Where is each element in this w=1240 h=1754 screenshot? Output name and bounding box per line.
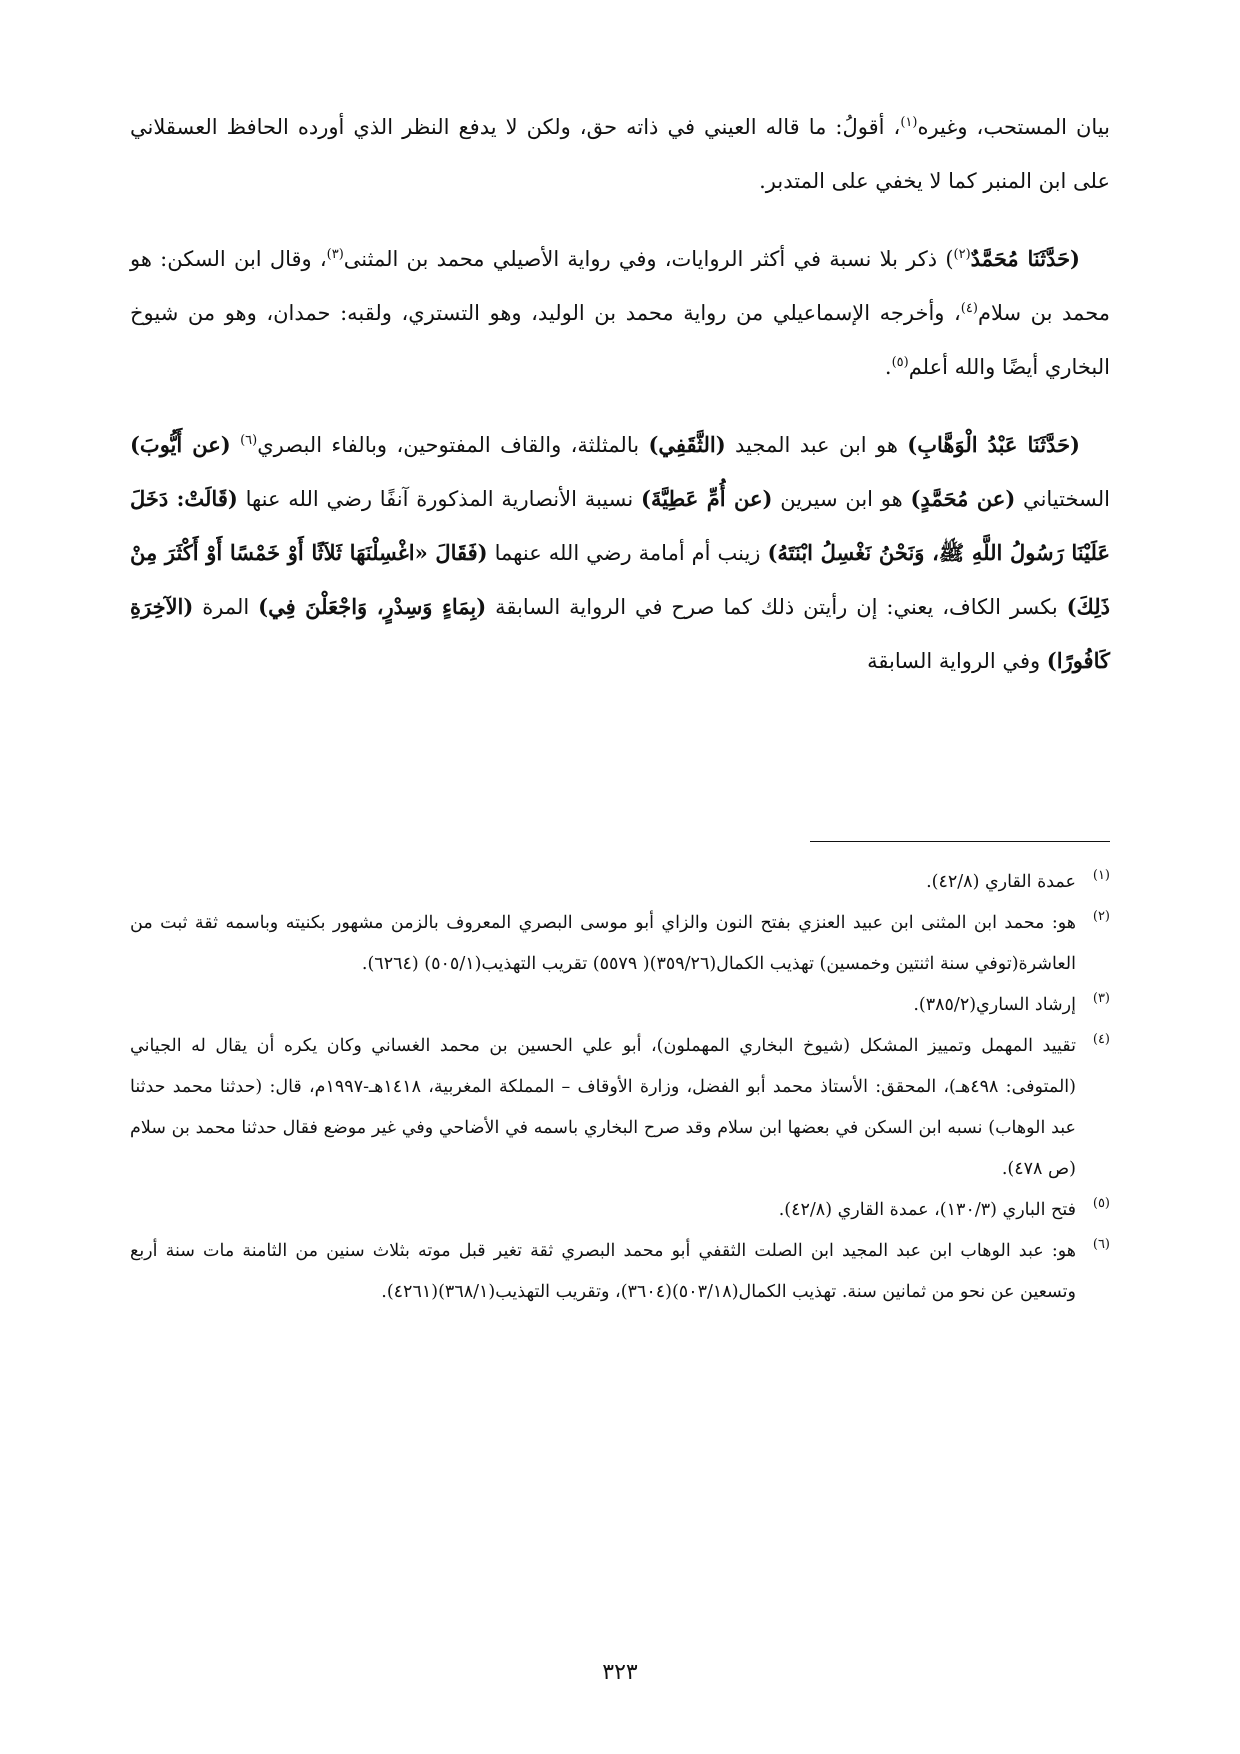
paragraph-text: بكسر الكاف، يعني: إن رأيتن ذلك كما صرح في الرواية السابقة bbox=[486, 595, 1067, 619]
paragraph-text: هو ابن سيرين bbox=[772, 487, 911, 511]
paragraph-text bbox=[231, 433, 240, 457]
paragraph-text: بالمثلثة، والقاف المفتوحين، وبالفاء البصري bbox=[257, 433, 649, 457]
paragraph-text: ، أقولُ: ما قاله العيني في ذاته حق، ولكن لا يدفع النظر الذي أورده الحافظ العسقلاني على ابن المنبر كما لا يخفي على المتدبر. bbox=[130, 115, 1110, 193]
paragraph-text: . bbox=[884, 355, 892, 379]
paragraph bbox=[130, 232, 1110, 394]
hadith-quote: (حَدَّثَنَا مُحَمَّدٌ bbox=[970, 246, 1080, 271]
hadith-quote: (حَدَّثَنَا عَبْدُ الْوَهَّابِ) bbox=[907, 432, 1080, 457]
footnote-number: (٦) bbox=[1092, 1237, 1110, 1252]
footnote-text: هو: عبد الوهاب ابن عبد المجيد ابن الصلت الثقفي أبو محمد البصري ثقة تغير قبل موته بثلاث سنين من الثامنة مات سنة أربع وتسعين عن نحو من ثمانين سنة. تهذيب الكمال(٥٠٣/١٨)(٣٦٠٤)، وتقريب التهذيب(٣٦٨/١)(٤٢٦١). bbox=[130, 1241, 1076, 1302]
page-number: ٣٢٣ bbox=[602, 1660, 638, 1685]
main-text bbox=[130, 100, 1110, 712]
hadith-quote: (عن أُمِّ عَطِيَّةَ) bbox=[641, 486, 773, 511]
paragraph-text: السختياني bbox=[1015, 487, 1111, 511]
hadith-quote: (بِمَاءٍ وَسِدْرٍ، وَاجْعَلْنَ فِي) bbox=[258, 594, 487, 619]
hadith-quote: (الآخِرَةِ كَافُورًا) bbox=[130, 594, 1110, 673]
footnote-number: (٤) bbox=[1092, 1032, 1110, 1047]
footnote-number: (١) bbox=[1092, 868, 1110, 883]
footnote-ref: (٦) bbox=[240, 433, 258, 448]
hadith-quote: (الثَّقَفِي) bbox=[648, 432, 726, 457]
paragraph-text: ) ذكر بلا نسبة في أكثر الروايات، وفي رواية الأصيلي محمد بن المثنى bbox=[343, 247, 954, 271]
footnote-ref: (٥) bbox=[891, 355, 909, 370]
hadith-quote: (عن مُحَمَّدٍ) bbox=[910, 486, 1016, 511]
footnote-ref: (٣) bbox=[326, 247, 344, 262]
footnote bbox=[130, 1190, 1110, 1231]
paragraph-text: المرة bbox=[193, 595, 259, 619]
footnote-number: (٥) bbox=[1092, 1196, 1110, 1211]
footnote bbox=[130, 903, 1110, 985]
footnote-ref: (١) bbox=[900, 115, 918, 130]
footnote-ref: (٤) bbox=[960, 301, 978, 316]
paragraph bbox=[130, 418, 1110, 688]
paragraph-text: زينب أم أمامة رضي الله عنهما bbox=[487, 541, 768, 565]
hadith-quote: (عن أَيُّوبَ) bbox=[130, 432, 231, 457]
footnote-text: فتح الباري (١٣٠/٣)، عمدة القاري (٤٢/٨). bbox=[778, 1200, 1076, 1220]
paragraph-text: وفي الرواية السابقة bbox=[867, 649, 1047, 673]
footnote bbox=[130, 862, 1110, 903]
paragraph-text: نسيبة الأنصارية المذكورة آنفًا رضي الله عنها bbox=[237, 487, 642, 511]
paragraph-text: هو ابن عبد المجيد bbox=[725, 433, 908, 457]
paragraph-text: بيان المستحب، وغيره bbox=[917, 115, 1110, 139]
footnotes bbox=[130, 862, 1110, 1313]
hadith-quote: (قَالَتْ: دَخَلَ عَلَيْنَا رَسُولُ اللَّهِ ﷺ، وَنَحْنُ نَغْسِلُ ابْنَتَهُ) bbox=[130, 486, 1110, 565]
footnote-text: إرشاد الساري(٣٨٥/٢). bbox=[913, 995, 1076, 1015]
footnote bbox=[130, 1026, 1110, 1190]
footnote-number: (٢) bbox=[1092, 909, 1110, 924]
footnote-text: تقييد المهمل وتمييز المشكل (شيوخ البخاري المهملون)، أبو علي الحسين بن محمد الغساني وكان يكره أن يقال له الجياني (المتوفى: ٤٩٨هـ)، المحقق: الأستاذ محمد أبو الفضل، وزارة الأوقاف – المملكة المغربية، ١٤١٨هـ-١٩٩٧م، قال: (حدثنا محمد حدثنا عبد الوهاب) نسبه ابن السكن في بعضها ابن سلام وقد صرح البخاري باسمه في الأضاحي وفي غير موضع فقال حدثنا محمد بن سلام (ص ٤٧٨). bbox=[130, 1036, 1076, 1179]
footnote-number: (٣) bbox=[1092, 991, 1110, 1006]
footnote bbox=[130, 985, 1110, 1026]
footnote bbox=[130, 1231, 1110, 1313]
paragraph bbox=[130, 100, 1110, 208]
footnote-text: عمدة القاري (٤٢/٨). bbox=[926, 872, 1076, 892]
document-page bbox=[130, 0, 1110, 1754]
hadith-quote: (فَقَالَ «اغْسِلْنَهَا ثَلاَثًا أَوْ خَمْسًا أَوْ أَكْثَرَ مِنْ ذَلِكَ) bbox=[130, 540, 1110, 619]
footnote-ref: (٢) bbox=[953, 247, 971, 262]
footnote-text: هو: محمد ابن المثنى ابن عبيد العنزي بفتح النون والزاي أبو موسى البصري المعروف بالزمن مشهور بكنيته وباسمه ثقة ثبت من العاشرة(توفي سنة اثنتين وخمسين) تهذيب الكمال(٣٥٩/٢٦)( ٥٥٧٩) تقريب التهذيب(٥٠٥/١) (٦٢٦٤). bbox=[130, 913, 1076, 974]
paragraph-text: ، وقال ابن السكن: هو محمد بن سلام bbox=[130, 247, 1110, 325]
footnote-separator bbox=[810, 841, 1110, 842]
paragraph-text: ، وأخرجه الإسماعيلي من رواية محمد بن الوليد، وهو التستري، ولقبه: حمدان، وهو من شيوخ البخاري أيضًا والله أعلم bbox=[130, 301, 1110, 379]
